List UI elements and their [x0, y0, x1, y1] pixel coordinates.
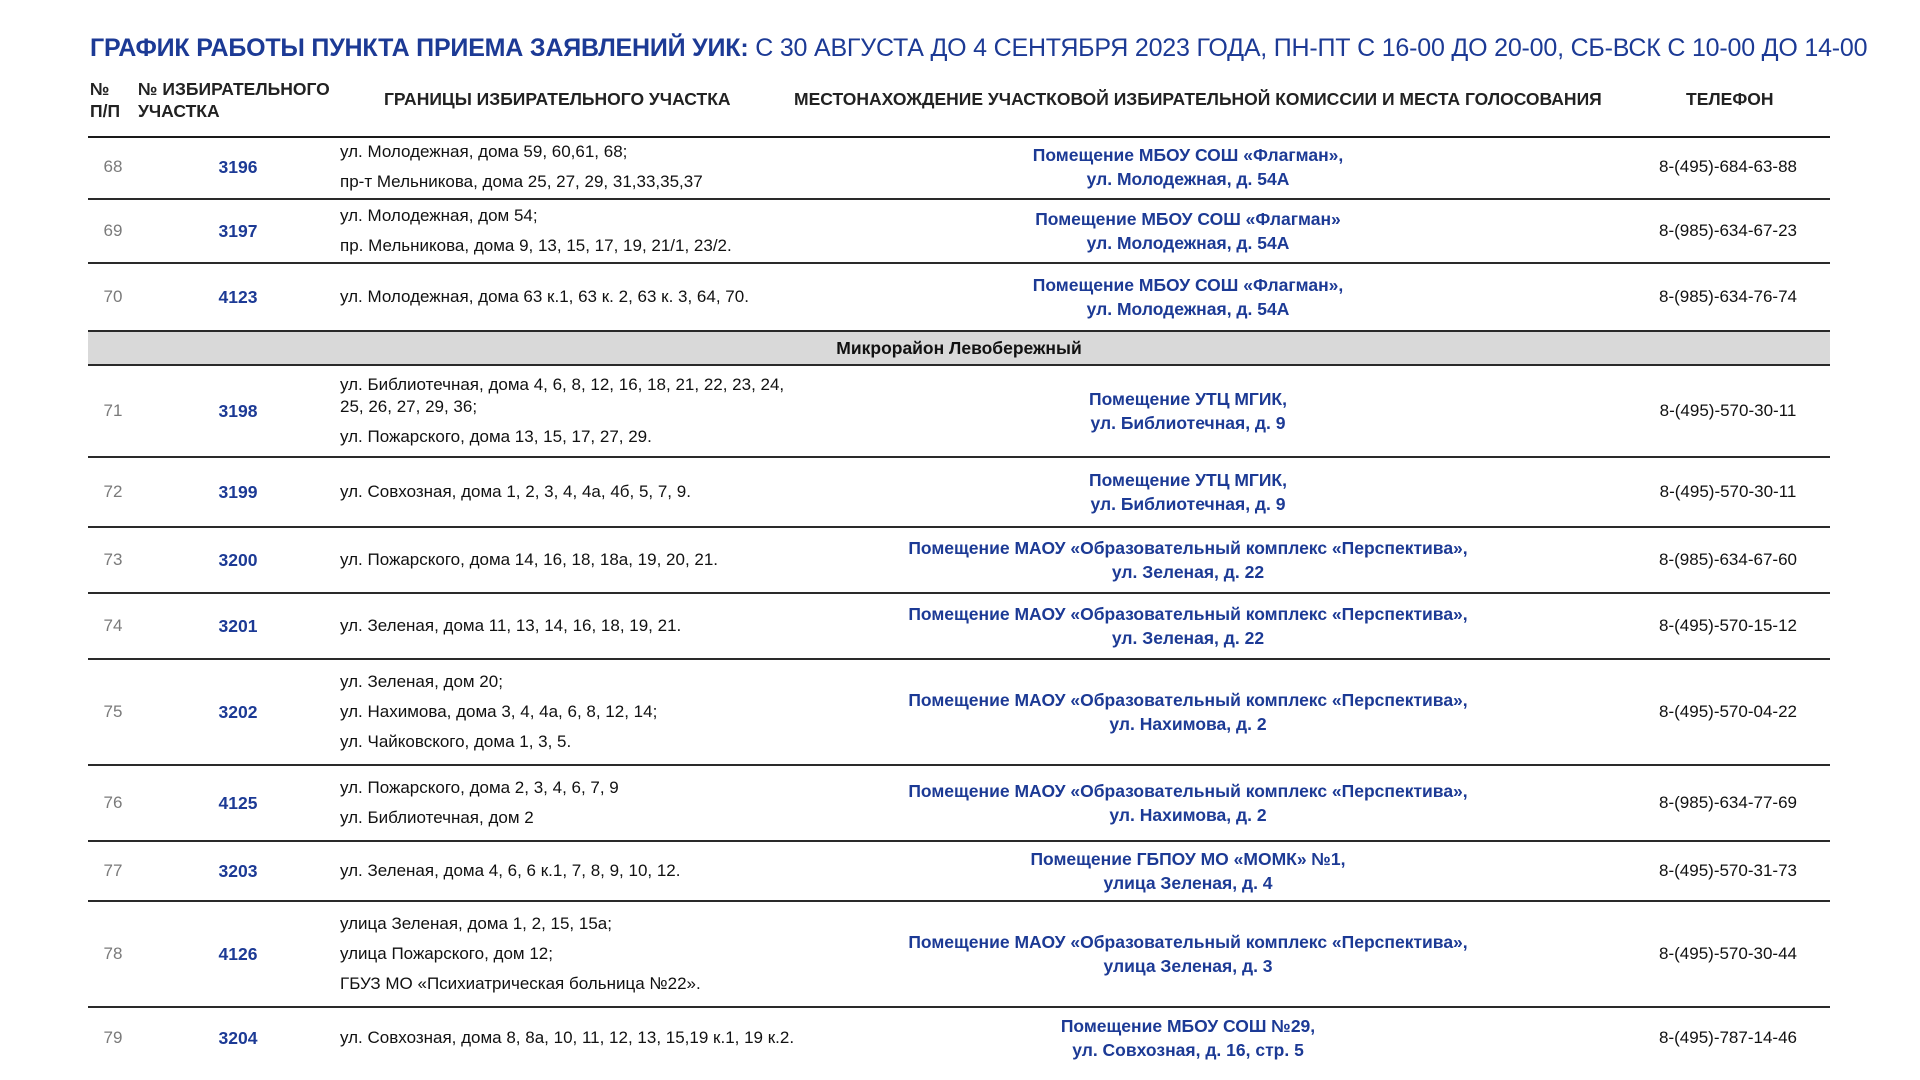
precinct-boundaries: [340, 842, 810, 900]
row-number: 72: [103, 482, 123, 501]
boundary-line: пр-т Мельникова, дома 25, 27, 29, 31,33,35,37: [340, 172, 703, 191]
precinct-number: 3202: [218, 701, 258, 722]
precinct-number: 3197: [218, 220, 258, 241]
location-line: Помещение УТЦ МГИК,: [1089, 389, 1287, 409]
commission-location: [848, 1008, 1528, 1068]
location-line: Помещение МАОУ «Образовательный комплекс «Перспектива»,: [908, 604, 1468, 624]
precinct-number: 4125: [218, 792, 258, 813]
precinct-table: [88, 136, 1830, 1068]
boundary-line: ул. Молодежная, дом 54;: [340, 206, 538, 225]
commission-location: [848, 766, 1528, 840]
location-line: ул. Молодежная, д. 54А: [1086, 233, 1290, 253]
row-number: 73: [103, 550, 123, 569]
page-title: [90, 28, 1868, 68]
row-number: 79: [103, 1028, 123, 1047]
table-body-group-1: [88, 136, 1830, 332]
table-row: [88, 660, 1830, 766]
table-row: [88, 136, 1830, 200]
title-schedule: С 30 АВГУСТА ДО 4 СЕНТЯБРЯ 2023 ГОДА, ПН-ПТ С 16-00 ДО 20-00, СБ-ВСК С 10-00 ДО 14-00: [748, 34, 1868, 62]
location-line: Помещение МБОУ СОШ «Флагман»: [1035, 209, 1341, 229]
boundary-line: ул. Зеленая, дома 11, 13, 14, 16, 18, 19, 21.: [340, 616, 682, 635]
precinct-boundaries: [340, 1008, 810, 1068]
location-line: ул. Нахимова, д. 2: [1109, 805, 1267, 825]
phone-number: 8-(985)-634-77-69: [1659, 793, 1797, 812]
boundary-line: ул. Библиотечная, дома 4, 6, 8, 12, 16, 18, 21, 22, 23, 24, 25, 26, 27, 29, 36;: [340, 375, 785, 416]
table-row: [88, 842, 1830, 902]
commission-location: [848, 902, 1528, 1006]
location-line: Помещение ГБПОУ МО «МОМК» №1,: [1030, 849, 1346, 869]
row-number: 76: [103, 793, 123, 812]
phone-number: 8-(985)-634-67-23: [1659, 221, 1797, 240]
boundary-line: ул. Зеленая, дом 20;: [340, 672, 503, 691]
boundary-line: ул. Библиотечная, дом 2: [340, 808, 534, 827]
table-row: [88, 200, 1830, 264]
boundary-line: ул. Совхозная, дома 8, 8а, 10, 11, 12, 13, 15,19 к.1, 19 к.2.: [340, 1028, 795, 1047]
precinct-number: 3196: [218, 156, 258, 177]
precinct-boundaries: [340, 528, 810, 592]
precinct-number: 3199: [218, 481, 258, 502]
precinct-number: 4126: [218, 943, 258, 964]
row-number: 75: [103, 702, 123, 721]
precinct-boundaries: [340, 458, 810, 526]
precinct-boundaries: [340, 200, 810, 262]
precinct-boundaries: [340, 264, 810, 330]
table-body-group-2: [88, 366, 1830, 1068]
table-row: [88, 1008, 1830, 1068]
commission-location: [848, 842, 1528, 900]
boundary-line: пр. Мельникова, дома 9, 13, 15, 17, 19, 21/1, 23/2.: [340, 236, 732, 255]
location-line: Помещение МБОУ СОШ «Флагман»,: [1032, 275, 1344, 295]
row-number: 71: [103, 401, 123, 420]
header-precinct: [138, 78, 330, 122]
boundary-line: улица Пожарского, дом 12;: [340, 944, 553, 963]
row-number: 68: [103, 157, 123, 176]
header-location: МЕСТОНАХОЖДЕНИЕ УЧАСТКОВОЙ ИЗБИРАТЕЛЬНОЙ КОМИССИИ И МЕСТА ГОЛОСОВАНИЯ: [794, 89, 1602, 109]
precinct-number: 3201: [218, 615, 258, 636]
location-line: ул. Зеленая, д. 22: [1111, 628, 1265, 648]
phone-number: 8-(985)-634-76-74: [1659, 287, 1797, 306]
table-row: [88, 264, 1830, 332]
precinct-number: 3204: [218, 1027, 258, 1048]
precinct-number: 3200: [218, 549, 258, 570]
commission-location: [848, 594, 1528, 658]
location-line: ул. Библиотечная, д. 9: [1090, 494, 1286, 514]
table-row: [88, 458, 1830, 528]
precinct-boundaries: [340, 594, 810, 658]
location-line: Помещение МАОУ «Образовательный комплекс «Перспектива»,: [908, 932, 1468, 952]
phone-number: 8-(985)-634-67-60: [1659, 550, 1797, 569]
header-num: [90, 78, 120, 122]
boundary-line: ул. Зеленая, дома 4, 6, 6 к.1, 7, 8, 9, 10, 12.: [340, 861, 681, 880]
row-number: 70: [103, 287, 123, 306]
row-number: 77: [103, 861, 123, 880]
precinct-boundaries: [340, 136, 810, 198]
location-line: ул. Библиотечная, д. 9: [1090, 413, 1286, 433]
boundary-line: ул. Чайковского, дома 1, 3, 5.: [340, 732, 572, 751]
precinct-number: 3198: [218, 400, 258, 421]
row-number: 69: [103, 221, 123, 240]
location-line: Помещение УТЦ МГИК,: [1089, 470, 1287, 490]
commission-location: [848, 660, 1528, 764]
table-row: [88, 902, 1830, 1008]
location-line: Помещение МАОУ «Образовательный комплекс «Перспектива»,: [908, 538, 1468, 558]
phone-number: 8-(495)-684-63-88: [1659, 157, 1797, 176]
precinct-number: 3203: [218, 860, 258, 881]
section-row: Микрорайон Левобережный: [88, 332, 1830, 366]
row-number: 78: [103, 944, 123, 963]
commission-location: [848, 528, 1528, 592]
header-num-line2: П/П: [90, 101, 121, 121]
location-line: улица Зеленая, д. 3: [1103, 956, 1273, 976]
precinct-boundaries: [340, 902, 810, 1006]
precinct-boundaries: [340, 766, 810, 840]
phone-number: 8-(495)-570-31-73: [1659, 861, 1797, 880]
location-line: Помещение МАОУ «Образовательный комплекс «Перспектива»,: [908, 781, 1468, 801]
table-header: [88, 76, 1830, 138]
phone-number: 8-(495)-570-30-11: [1659, 401, 1797, 420]
location-line: Помещение МБОУ СОШ №29,: [1060, 1016, 1316, 1036]
commission-location: [848, 264, 1528, 330]
location-line: улица Зеленая, д. 4: [1103, 873, 1273, 893]
boundary-line: ул. Совхозная, дома 1, 2, 3, 4, 4а, 4б, 5, 7, 9.: [340, 482, 691, 501]
boundary-line: ул. Нахимова, дома 3, 4, 4а, 6, 8, 12, 14;: [340, 702, 658, 721]
phone-number: 8-(495)-570-30-11: [1659, 482, 1797, 501]
boundary-line: улица Зеленая, дома 1, 2, 15, 15а;: [340, 914, 612, 933]
phone-number: 8-(495)-787-14-46: [1659, 1028, 1797, 1047]
title-bold: ГРАФИК РАБОТЫ ПУНКТА ПРИЕМА ЗАЯВЛЕНИЙ УИК:: [90, 34, 749, 62]
location-line: ул. Зеленая, д. 22: [1111, 562, 1265, 582]
boundary-line: ул. Пожарского, дома 14, 16, 18, 18а, 19, 20, 21.: [340, 550, 719, 569]
commission-location: [848, 458, 1528, 526]
header-boundaries: ГРАНИЦЫ ИЗБИРАТЕЛЬНОГО УЧАСТКА: [384, 89, 731, 109]
precinct-number: 4123: [218, 286, 258, 307]
location-line: ул. Молодежная, д. 54А: [1086, 299, 1290, 319]
location-line: ул. Нахимова, д. 2: [1109, 714, 1267, 734]
boundary-line: ул. Пожарского, дома 13, 15, 17, 27, 29.: [340, 427, 652, 446]
phone-number: 8-(495)-570-04-22: [1659, 702, 1797, 721]
location-line: ул. Совхозная, д. 16, стр. 5: [1072, 1040, 1304, 1060]
boundary-line: ГБУЗ МО «Психиатрическая больница №22».: [340, 974, 701, 993]
header-precinct-line2: УЧАСТКА: [138, 101, 220, 121]
header-num-line1: №: [90, 79, 110, 99]
boundary-line: ул. Пожарского, дома 2, 3, 4, 6, 7, 9: [340, 778, 619, 797]
boundary-line: ул. Молодежная, дома 59, 60,61, 68;: [340, 142, 628, 161]
phone-number: 8-(495)-570-30-44: [1659, 944, 1797, 963]
header-phone: ТЕЛЕФОН: [1686, 89, 1774, 109]
commission-location: [848, 366, 1528, 456]
header-precinct-line1: № ИЗБИРАТЕЛЬНОГО: [138, 79, 330, 99]
boundary-line: ул. Молодежная, дома 63 к.1, 63 к. 2, 63 к. 3, 64, 70.: [340, 287, 749, 306]
precinct-boundaries: [340, 366, 810, 456]
location-line: Помещение МБОУ СОШ «Флагман»,: [1032, 145, 1344, 165]
table-row: [88, 594, 1830, 660]
location-line: ул. Молодежная, д. 54А: [1086, 169, 1290, 189]
row-number: 74: [103, 616, 123, 635]
commission-location: [848, 136, 1528, 198]
commission-location: [848, 200, 1528, 262]
phone-number: 8-(495)-570-15-12: [1659, 616, 1797, 635]
table-row: [88, 528, 1830, 594]
table-row: [88, 366, 1830, 458]
precinct-boundaries: [340, 660, 810, 764]
table-row: [88, 766, 1830, 842]
location-line: Помещение МАОУ «Образовательный комплекс «Перспектива»,: [908, 690, 1468, 710]
